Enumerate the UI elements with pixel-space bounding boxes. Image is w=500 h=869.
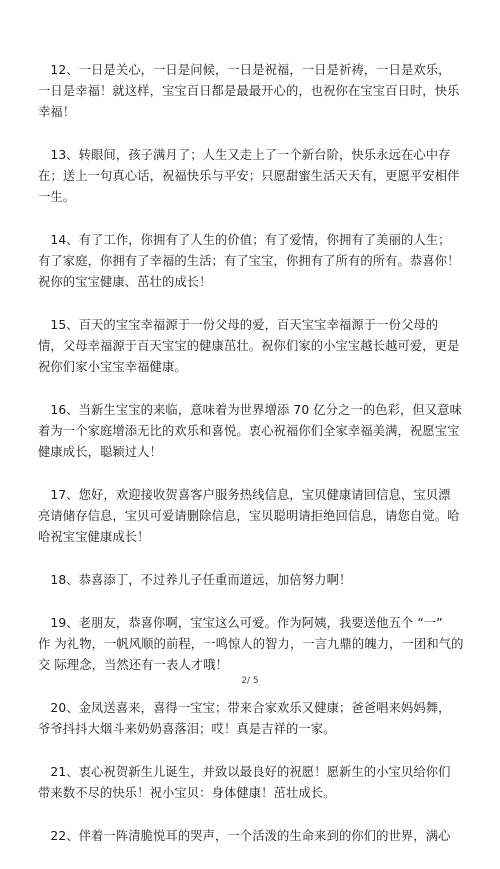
- text-line: 着为一个家庭增添无比的欢乐和喜悦。衷心祝福你们全家幸福美满，祝愿宝宝: [38, 424, 460, 438]
- text-line: 幸福！: [38, 105, 76, 119]
- paragraph: [38, 826, 468, 847]
- paragraph: [38, 698, 468, 740]
- paragraph: [38, 485, 468, 548]
- text-line: 13、转眼间，孩子满月了；人生又走上了一个新台阶，快乐永远在心中存: [38, 148, 451, 162]
- text-line: 16、当新生宝宝的来临，意味着为世界增添 70 亿分之一的色彩，但又意味: [38, 403, 463, 417]
- text-line: 一生。: [38, 190, 76, 204]
- document-body: [38, 60, 468, 869]
- text-line: 有了家庭，你拥有了幸福的生活；有了宝宝，你拥有了所有的所有。恭喜你！: [38, 254, 460, 268]
- text-line: 21、衷心祝贺新生儿诞生，并致以最良好的祝愿！愿新生的小宝贝给你们: [38, 765, 451, 779]
- text-line: 22、伴着一阵清脆悦耳的哭声，一个活泼的生命来到的你们的世界，满心: [38, 829, 451, 843]
- text-line: 亮请储存信息，宝贝可爱请删除信息，宝贝聪明请拒绝回信息，请您自觉。哈: [38, 509, 460, 523]
- text-line: 在；送上一句真心话，祝福快乐与平安；只愿甜蜜生活天天有，更愿平安相伴: [38, 169, 460, 183]
- paragraph: [38, 400, 468, 463]
- text-line: 祝你们家小宝宝幸福健康。: [38, 360, 187, 374]
- text-line: 15、百天的宝宝幸福源于一份父母的爱，百天宝宝幸福源于一份父母的: [38, 318, 439, 332]
- text-line: 爷爷抖抖大烟斗来奶奶喜落泪；哎！真是吉祥的一家。: [38, 722, 336, 736]
- text-line: 20、金凤送喜来，喜得一宝宝；带来合家欢乐又健康；爸爸唱来妈妈舞，: [38, 701, 451, 715]
- text-line: 一日是幸福！就这样，宝宝百日都是最最开心的，也祝你在宝宝百日时，快乐: [38, 84, 460, 98]
- paragraph: [38, 762, 468, 804]
- text-line: 情，父母幸福源于百天宝宝的健康茁壮。祝你们家的小宝宝越长越可爱，更是: [38, 339, 460, 353]
- text-line: 作 为礼物，一帆风顺的前程，一鸣惊人的智力，一言九鼎的魄力，一团和气的: [38, 637, 464, 651]
- text-line: 健康成长，聪颖过人！: [38, 445, 162, 459]
- text-line: 12、一日是关心，一日是问候，一日是祝福，一日是祈祷，一日是欢乐，: [38, 63, 451, 77]
- paragraph: [38, 145, 468, 208]
- paragraph: [38, 60, 468, 123]
- text-line: 14、有了工作，你拥有了人生的价值；有了爱情，你拥有了美丽的人生；: [38, 233, 451, 247]
- page-number: 2/ 5: [241, 676, 259, 686]
- paragraph: [38, 230, 468, 293]
- text-line: 交 际理念，当然还有一表人才哦！: [38, 658, 228, 672]
- paragraph: [38, 613, 468, 676]
- text-line: 哈祝宝宝健康成长！: [38, 530, 150, 544]
- text-line: 带来数不尽的快乐！祝小宝贝：身体健康！茁壮成长。: [38, 786, 336, 800]
- paragraph: [38, 315, 468, 378]
- text-line: 祝你的宝宝健康、茁壮的成长！: [38, 275, 212, 289]
- text-line: 18、恭喜添丁，不过养儿子任重而道远，加倍努力啊！: [38, 573, 352, 587]
- paragraph: [38, 570, 468, 591]
- text-line: 17、您好，欢迎接收贺喜客户服务热线信息，宝贝健康请回信息，宝贝漂: [38, 488, 451, 502]
- text-line: 19、老朋友，恭喜你啊，宝宝这么可爱。作为阿姨，我要送他五个 “一”: [38, 616, 443, 630]
